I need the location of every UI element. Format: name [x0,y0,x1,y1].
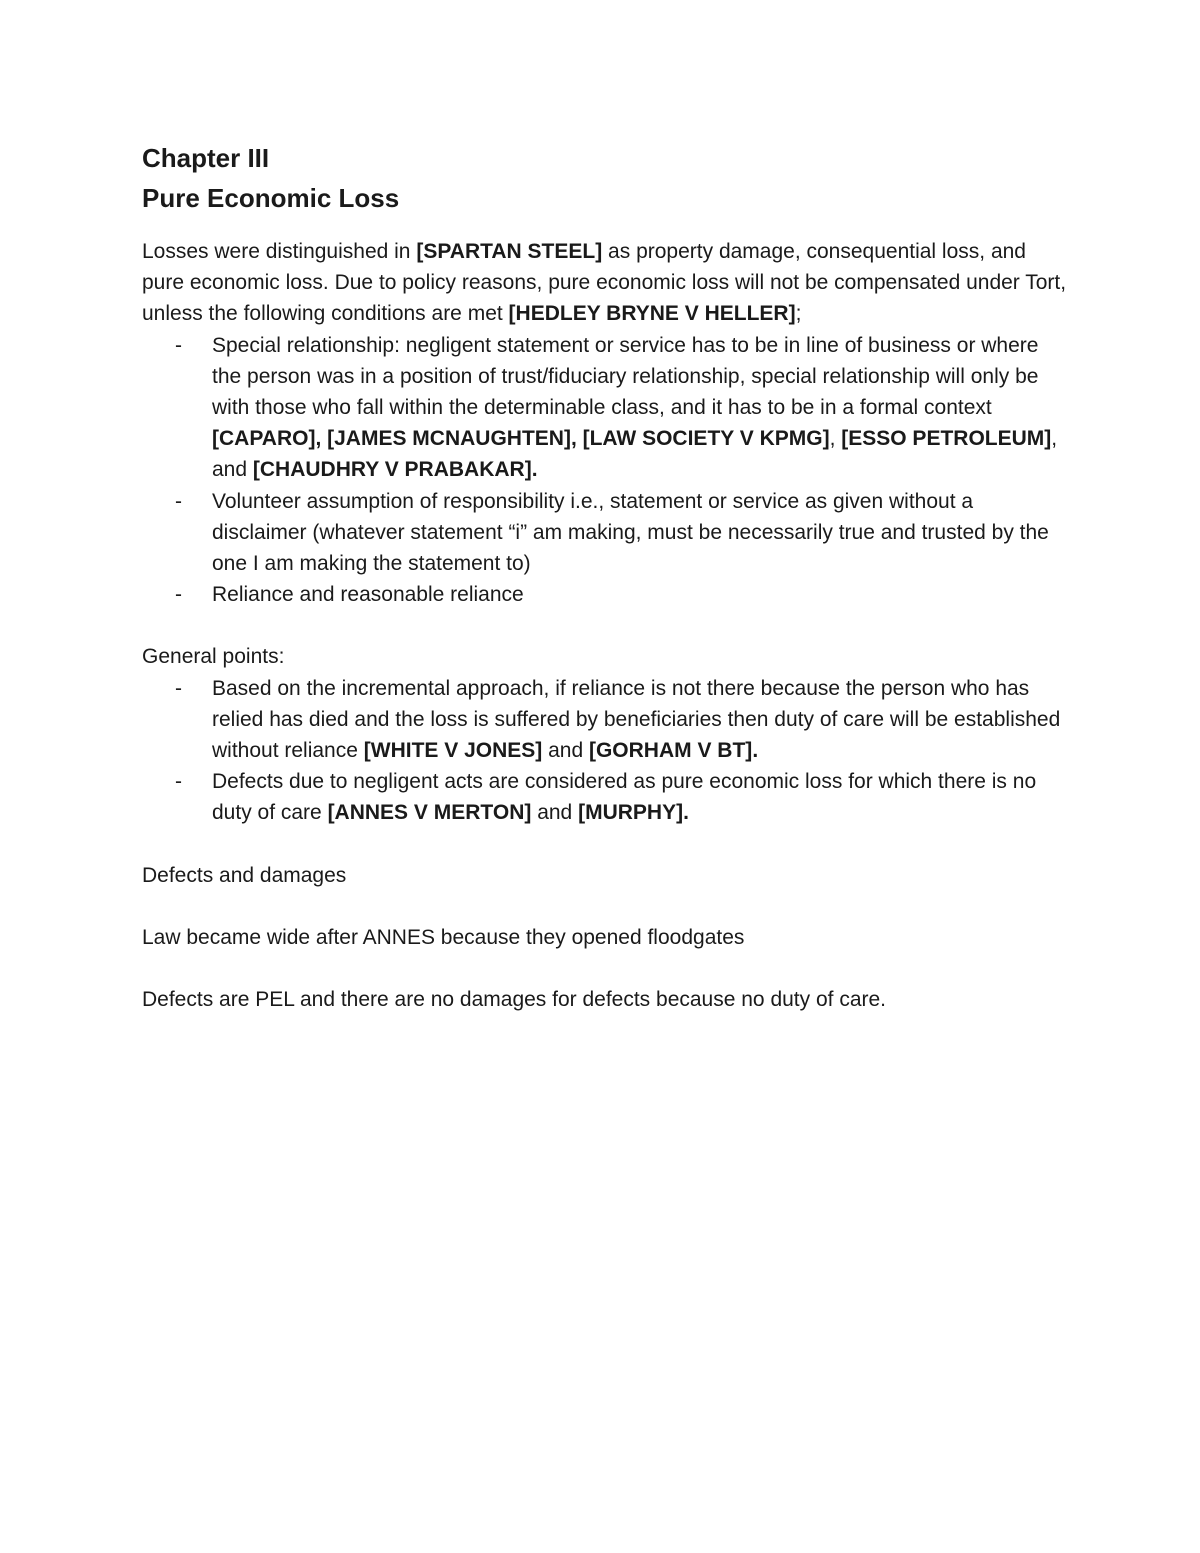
case-citation: [HEDLEY BRYNE V HELLER] [508,302,796,326]
case-citation: [LAW SOCIETY V KPMG] [582,427,830,451]
list-item: - Based on the incremental approach, if reliance is not there because the person who has relied has died and the loss is suffered by beneficiaries then duty of care will be established without reliance [WHITE V JONES] and [GORHAM V BT]. [142,673,1072,767]
chapter-subject: Pure Economic Loss [142,183,400,213]
case-citation: [MURPHY] [578,801,684,825]
dash-bullet: - [175,676,182,700]
case-citation: [ANNES V MERTON] [327,801,532,825]
note-line: Defects and damages [142,863,347,887]
dash-bullet: - [175,583,182,607]
intro-paragraph: Losses were distinguished in [SPARTAN STEEL] as property damage, consequential loss, and pure economic loss. Due to policy reasons, pure economic loss will not be compensated under Tort, unless the following conditions are met [HEDLEY BRYNE V HELLER]; [142,240,1067,326]
general-points-heading: General points: [142,645,285,669]
dash-bullet: - [175,770,182,794]
dash-bullet: - [175,489,182,513]
case-citation: [ESSO PETROLEUM] [841,427,1052,451]
note-line: Law became wide after ANNES because they opened floodgates [142,925,745,949]
case-citation: [CAPARO] [212,427,316,451]
list-item: - Special relationship: negligent statement or service has to be in line of business or where the person was in a position of trust/fiduciary relationship, special relationship will only be with those who fall within the determinable class, and it has to be in a formal context [CAPARO], [JAMES MCNAUGHTEN], [LAW SOCIETY V KPMG], [ESSO PETROLEUM], and [CHAUDHRY V PRABAKAR]. [142,330,1072,486]
conditions-list [142,330,1072,611]
case-citation: [JAMES MCNAUGHTEN] [327,427,571,451]
general-points-list [142,673,1072,829]
case-citation: [GORHAM V BT] [588,739,753,763]
document-page [142,138,1072,1015]
list-item: - Defects due to negligent acts are considered as pure economic loss for which there is no duty of care [ANNES V MERTON] and [MURPHY]. [142,766,1072,828]
chapter-title [142,138,1072,218]
case-citation: [SPARTAN STEEL] [416,240,603,263]
case-citation: [WHITE V JONES] [363,739,543,763]
note-line: Defects are PEL and there are no damages for defects because no duty of care. [142,988,887,1012]
case-citation: [CHAUDHRY V PRABAKAR] [252,458,532,482]
dash-bullet: - [175,333,182,357]
chapter-number: Chapter III [142,143,270,173]
list-item: - Volunteer assumption of responsibility i.e., statement or service as given without a disclaimer (whatever statement “i” am making, must be necessarily true and trusted by the one I am making the statement to) [142,486,1072,580]
list-item: - Reliance and reasonable reliance [142,579,1072,610]
